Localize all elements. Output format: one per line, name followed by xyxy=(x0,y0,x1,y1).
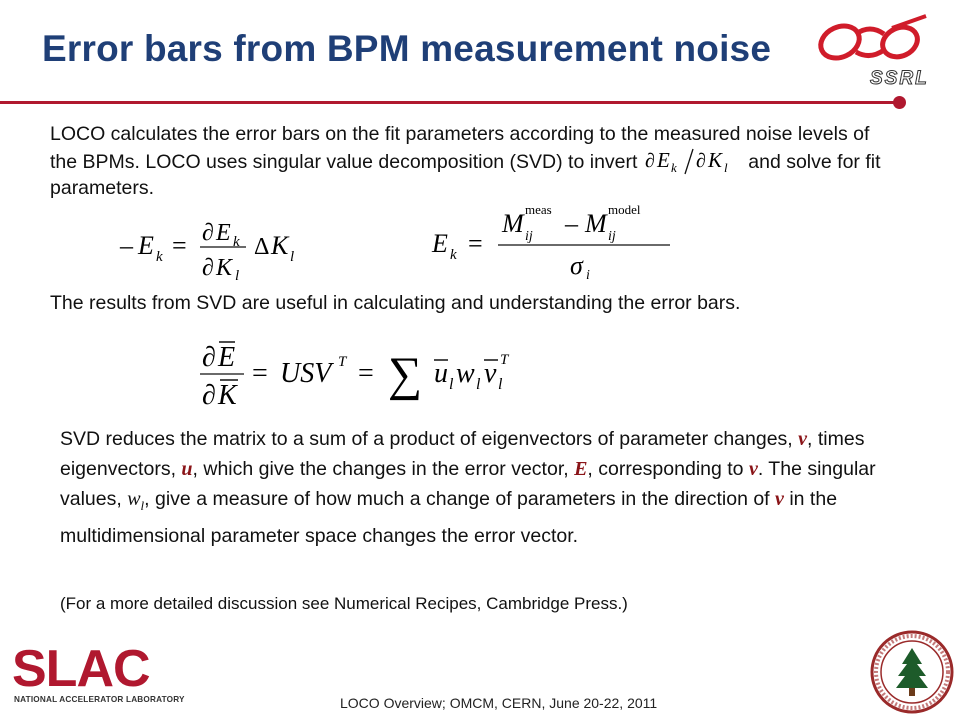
footer-text: LOCO Overview; OMCM, CERN, June 20-22, 2011 xyxy=(340,695,658,711)
slide-title: Error bars from BPM measurement noise xyxy=(42,28,772,69)
singular-value-w: $w_l$ xyxy=(127,488,145,513)
svg-text:∂: ∂ xyxy=(202,380,216,411)
svg-text:ij: ij xyxy=(608,229,616,244)
svg-text:model: model xyxy=(608,202,641,217)
svd-text-3: , which give the changes in the error vector, xyxy=(192,458,575,480)
stanford-seal xyxy=(870,630,954,714)
paragraph-svd-explanation xyxy=(60,424,920,551)
svg-text:E: E xyxy=(656,148,670,172)
paragraph-svd-results: The results from SVD are useful in calculating and understanding the error bars. xyxy=(50,292,741,314)
svg-text:∂: ∂ xyxy=(202,255,214,281)
slac-logo-subtitle: NATIONAL ACCELERATOR LABORATORY xyxy=(14,695,185,704)
svd-text-1: SVD reduces the matrix to a sum of a product of eigenvectors of parameter changes, xyxy=(60,428,799,450)
svd-text-2: , times eigenvectors, xyxy=(60,428,865,480)
svg-text:k: k xyxy=(156,249,163,265)
reference-note: (For a more detailed discussion see Numerical Recipes, Cambridge Press.) xyxy=(60,594,628,613)
svg-text:∑: ∑ xyxy=(388,348,423,401)
svg-text:k: k xyxy=(450,247,457,263)
svg-text:–: – xyxy=(565,209,578,238)
intro-text-a: LOCO calculates the error bars on the fit parameters according to the measured noise levels of the BPMs. LOCO uses singular value decomposition (SVD) to invert xyxy=(50,123,870,173)
svg-text:=: = xyxy=(252,358,268,389)
equation-error-linearization xyxy=(118,208,328,284)
paragraph-intro xyxy=(50,121,890,201)
svg-text:meas: meas xyxy=(525,202,552,217)
svg-text:K: K xyxy=(216,255,233,281)
svg-text:T: T xyxy=(338,354,347,370)
svg-text:E: E xyxy=(432,229,448,258)
svd-text-7: in the multidimensional parameter space changes the error vector. xyxy=(60,488,838,547)
slac-logo xyxy=(10,640,190,710)
svg-text:K: K xyxy=(707,148,722,172)
svg-text:l: l xyxy=(723,160,728,175)
svd-text-4: , corresponding to xyxy=(587,458,749,480)
svg-text:E: E xyxy=(218,342,236,373)
vector-v-2: v xyxy=(748,458,758,480)
svg-text:=: = xyxy=(358,358,374,389)
vector-v: v xyxy=(798,428,808,450)
svg-text:∂: ∂ xyxy=(644,150,655,172)
svg-text:l: l xyxy=(449,376,454,393)
svg-text:K: K xyxy=(218,380,237,411)
svg-text:l: l xyxy=(290,249,295,265)
equation-svd xyxy=(198,334,568,412)
svg-text:K: K xyxy=(271,231,289,260)
intro-text-b: and solve for fit parameters. xyxy=(50,151,881,199)
svg-text:l: l xyxy=(476,376,481,393)
svg-text:M: M xyxy=(502,209,524,238)
svg-text:∂: ∂ xyxy=(202,220,214,246)
inline-derivative-formula xyxy=(643,147,743,175)
svg-text:∂: ∂ xyxy=(202,342,216,373)
svg-text:–: – xyxy=(120,231,133,260)
title-rule-dot xyxy=(893,96,906,109)
svg-text:v: v xyxy=(484,358,497,389)
svg-text:E: E xyxy=(216,220,231,246)
ssrl-logo xyxy=(808,12,938,92)
vector-u: u xyxy=(181,458,193,480)
title-rule xyxy=(0,101,898,104)
svg-text:u: u xyxy=(434,358,448,389)
svg-text:k: k xyxy=(233,234,240,250)
svg-text:ij: ij xyxy=(525,229,533,244)
svg-text:E: E xyxy=(138,231,154,260)
svg-text:w: w xyxy=(456,358,475,389)
svg-text:Δ: Δ xyxy=(254,234,270,260)
svg-text:k: k xyxy=(670,160,677,175)
vector-e: E xyxy=(574,458,588,480)
svd-text-6: , give a measure of how much a change of parameters in the direction of xyxy=(144,488,776,510)
vector-v-3: v xyxy=(775,488,784,510)
svg-text:USV: USV xyxy=(280,358,332,389)
slac-logo-text: SLAC xyxy=(12,640,150,698)
svg-text:∂: ∂ xyxy=(695,150,706,172)
svg-text:=: = xyxy=(172,231,187,260)
svg-text:i: i xyxy=(586,268,590,282)
svg-text:l: l xyxy=(498,376,503,393)
ssrl-logo-text: SSRL xyxy=(870,68,929,89)
svg-text:=: = xyxy=(468,229,483,258)
svg-text:l: l xyxy=(235,268,240,284)
svg-text:σ: σ xyxy=(570,251,583,280)
svd-text-5: . The singular values, xyxy=(60,458,876,510)
equation-error-vector xyxy=(430,198,680,282)
svg-text:T: T xyxy=(500,352,509,368)
svg-text:M: M xyxy=(585,209,607,238)
